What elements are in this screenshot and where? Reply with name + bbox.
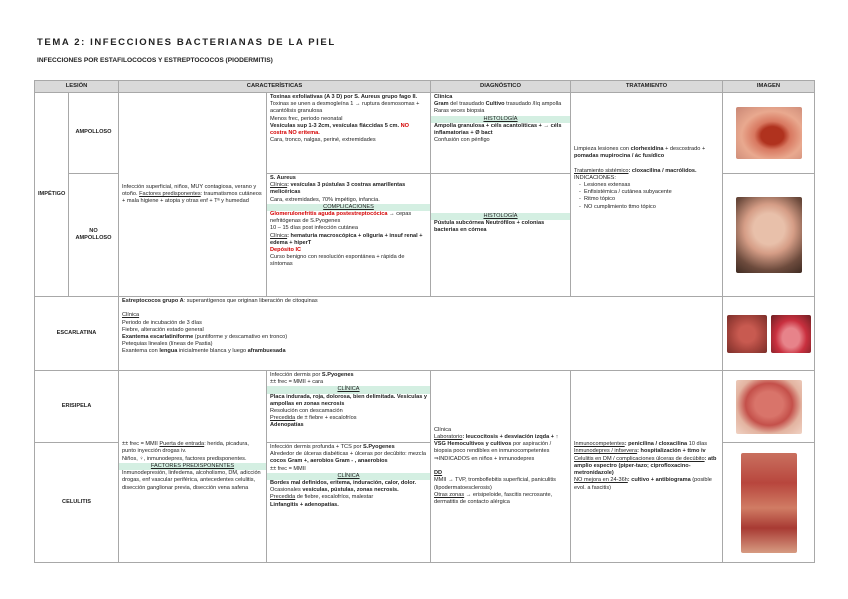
text: por aspiración / biopsia poco rendibles en inmunocompetentes — [434, 441, 552, 455]
escarlatina-rash-image — [727, 315, 767, 353]
text: Tratamiento sistémico — [574, 167, 629, 174]
text: MMII → TVP, tromboflebitis superficial, paniculitis (lipodermatoesclerosis) — [434, 477, 556, 491]
indications-list — [574, 182, 719, 211]
text: Toxinas exfoliativas (A 3 D) por S. Aureus grupo fago II. — [270, 94, 418, 100]
text: : leucocitosis + desviación izqda + ↑ VSG Hemocultivos y cultivos — [434, 434, 559, 448]
text: NO mejora en 24-36h — [574, 477, 628, 484]
clinica-band: CLÍNICA — [267, 473, 430, 480]
text: pomadas mupirocina / ác fusídico — [574, 153, 665, 160]
text: clorhexidina — [630, 146, 664, 152]
text: : herida, picadura, punto inyección drogas iv. — [122, 441, 249, 455]
text: de fiebre, escalofríos, malestar — [295, 494, 374, 501]
header-lesion: LESIÓN — [35, 81, 119, 93]
img-cell-escarlatina — [723, 297, 815, 371]
text: Ampolla granulosa + céls acantolíticas + → céls inflamatorias + Ø bact — [434, 122, 562, 137]
text: Exantema con — [122, 348, 160, 355]
text: → erisipeloide, fascitis necrosante, — [464, 491, 553, 498]
text: Precedida — [270, 494, 296, 501]
text: NO costra NO eritema. — [270, 122, 409, 137]
header-caracteristicas: CARACTERÍSTICAS — [119, 81, 431, 93]
page-title: TEMA 2: INFECCIONES BACTERIANAS DE LA PIEL — [37, 37, 336, 48]
text: de ± fiebre + escalofríos — [295, 415, 357, 422]
text: S.Pyogenes — [321, 372, 354, 378]
text: Confusión con pénfigo — [434, 137, 490, 144]
text: Curso benigno con resolución espontánea + rápida de síntomas — [270, 254, 405, 268]
text: Inmunodepres / infsevera — [574, 448, 638, 455]
text: Pústula subcórnea Neutrófilos + colonias bacterias en córnea — [434, 220, 545, 234]
text: Linfangitis + adenopatías. — [270, 501, 339, 508]
img-cell-erisipela — [723, 371, 815, 443]
text: Clínica — [270, 232, 288, 239]
text: Otras zonas — [434, 491, 465, 498]
list-item: - NO cumplimiento ttmo tópico — [584, 204, 719, 211]
factors-label: Factores predisponentes — [139, 190, 201, 197]
text: Cultivo — [485, 101, 505, 108]
text: : superantígenos que originan liberación de citoquinas — [183, 298, 318, 304]
img-cell-ampolloso — [723, 93, 815, 174]
header-row — [35, 81, 815, 93]
header-diagnostico: DIAGNÓSTICO — [431, 81, 571, 93]
impetigo-common-text: Infección superficial, niños, MUY contagiosa, verano y otoño. — [122, 183, 257, 197]
erisipela-image — [736, 380, 802, 434]
text: Clínica — [434, 94, 453, 100]
text: Estreptococos grupo A — [122, 298, 184, 304]
text: S. Aureus — [270, 175, 296, 181]
text: 10 – 15 días post infección cutánea — [270, 225, 359, 232]
clinica-band: CLÍNICA — [267, 386, 430, 393]
row-impetigo-ampolloso — [35, 93, 815, 174]
impetigo-no-ampolloso-image — [736, 197, 802, 273]
text: (puntiforme y descamativo en tronco) — [193, 334, 288, 341]
text: + descostrado + — [663, 146, 706, 152]
text: Exantema escarlatiniforme — [122, 334, 194, 341]
text: 10 días — [687, 441, 708, 448]
text: Raras veces biopsia — [434, 108, 485, 115]
text: Clínica — [122, 312, 140, 319]
text: : penicilina / cloxacilina — [624, 441, 688, 448]
text: dermatitis de contacto alérgica — [434, 498, 510, 505]
histologia-band: HISTOLOGÍA — [431, 213, 570, 220]
text: Inmunodepresión, linfedema, alcoholismo, DM, adicción drogas, enf vascular periférica, antecedentes celulitis, disección ganglionar previa, disección vena safena — [122, 470, 261, 491]
img-cell-no-ampolloso — [723, 174, 815, 297]
escarlatina-text — [119, 297, 723, 371]
text: Glomerulonefritis aguda postestreptocócica — [270, 211, 388, 218]
text: Niños, ♀, inmunodepres, factores predisponentes. — [122, 455, 247, 462]
img-cell-celulitis — [723, 443, 815, 563]
text: Resolución con descamación — [270, 408, 343, 415]
text: Infección dermis por — [270, 372, 322, 378]
label-no-ampolloso: NO AMPOLLOSO — [69, 174, 119, 297]
list-item: - Lesiones extensas — [584, 182, 719, 189]
text: Limpieza lesiones con — [574, 146, 631, 152]
text: Laboratorio — [434, 434, 463, 441]
text: : atb amplio espectro (piper-tazo; ciprofloxacino-metronidazole) — [574, 455, 717, 477]
histologia-band: HISTOLOGÍA — [431, 116, 570, 123]
text: → cepas nefritógenas de S.Pyogenes — [270, 211, 412, 225]
text: Placa indurada, roja, dolorosa, bien delimitada. Vesículas y ampollas en zonas necrosis — [270, 393, 427, 407]
text: Cara, extremidades, 70% impétigo, infancia. — [270, 196, 380, 203]
text: : hospitalización + ttmo iv — [637, 448, 706, 455]
impetigo-tx — [571, 93, 723, 297]
page-subtitle: INFECCIONES POR ESTAFILOCOCOS Y ESTREPTOCOCOS (PIODERMITIS) — [37, 57, 273, 64]
text: lengua — [159, 348, 178, 355]
label-erisipela: ERISIPELA — [35, 371, 119, 443]
text: : cultivo + antibiograma — [627, 477, 691, 484]
celulitis-caract — [267, 443, 431, 563]
text: Inmunocompetentes — [574, 441, 625, 448]
text: del trasudado — [448, 101, 486, 108]
label-impetigo: IMPÉTIGO — [35, 93, 69, 297]
text: Alrededor de úlceras diabéticas + úlceras por decúbito: mezcla — [270, 451, 426, 458]
erisipela-caract — [267, 371, 431, 443]
text: Adenopatías — [270, 422, 304, 429]
text: Clínica — [434, 426, 452, 433]
text: Puerta de entrada — [159, 441, 205, 448]
infections-table — [34, 80, 815, 563]
celulitis-image — [741, 453, 797, 553]
eris-cel-tx — [571, 371, 723, 563]
row-erisipela — [35, 371, 815, 443]
text: Depósito IC — [270, 247, 302, 254]
text: Fiebre, alteración estado general — [122, 326, 204, 333]
text: cocos Gram +, aerobios Gram - , anaerobios — [270, 458, 388, 465]
text: Precedida — [270, 415, 296, 422]
eris-cel-dx — [431, 371, 571, 563]
text: : vesículas 3 pústulas 3 costras amarillentas melicéricas — [270, 182, 406, 196]
text: Clínica — [270, 182, 288, 189]
text: Celulitis en DM / complicaciones úlceras de decúbito — [574, 455, 705, 462]
text: ±± frec = MMII — [270, 465, 306, 472]
list-item: - Ritmo tópico — [584, 196, 719, 203]
text: Gram — [434, 101, 449, 108]
text: ±± frec = MMII + cara — [270, 379, 324, 386]
text: inicialmente blanca y luego — [177, 348, 248, 355]
header-imagen: IMAGEN — [723, 81, 815, 93]
ampolloso-dx — [431, 93, 571, 174]
impetigo-ampolloso-image — [736, 107, 802, 159]
text: Menos frec, periodo neonatal — [270, 115, 343, 122]
text: Periodo de incubación de 3 días — [122, 319, 202, 326]
text: trasudado /líq ampolla — [504, 101, 562, 108]
text: ±± frec = MMII — [122, 441, 160, 448]
text: Bordes mal definidos, eritema, induración, calor, dolor. — [270, 480, 417, 487]
list-item: - Enfisistémica / cutánea subyacente — [584, 189, 719, 196]
factors-text: : traumatismos cutáneos + mala higiene + atopia y otras enf + Tª y humedad — [122, 190, 262, 205]
text: INDICACIONES: — [574, 174, 616, 181]
text: (posible evol. a fascitis) — [574, 477, 712, 491]
text: Toxinas se unen a desmogleína 1 → ruptura desmosomas + acantólisis granulosa — [270, 101, 420, 115]
text: Vesículas sup 1-3 2cm, vesículas fláccidas 5 cm. — [270, 122, 400, 129]
factores-band: FACTORES PREDISPONENTES — [119, 463, 266, 470]
no-ampolloso-caract — [267, 174, 431, 297]
label-escarlatina: ESCARLATINA — [35, 297, 119, 371]
label-celulitis: CELULITIS — [35, 443, 119, 563]
label-ampolloso: AMPOLLOSO — [69, 93, 119, 174]
ampolloso-caract — [267, 93, 431, 174]
impetigo-common — [119, 93, 267, 297]
text: : cloxacilina / macrólidos. — [628, 167, 697, 174]
eris-cel-common — [119, 371, 267, 563]
text: Ocasionales — [270, 487, 303, 494]
text: vesículas, pústulas, zonas necrosis. — [302, 487, 399, 494]
text: Infección dermis profunda + TCS por — [270, 444, 364, 450]
no-ampolloso-dx — [431, 174, 571, 297]
complicaciones-band: COMPLICACIONES — [267, 204, 430, 211]
header-tratamiento: TRATAMIENTO — [571, 81, 723, 93]
text: Cara, tronco, nalgas, periné, extremidades — [270, 137, 376, 144]
text: S.Pyogenes — [363, 444, 395, 450]
text: DD — [434, 470, 443, 477]
text: aframbuesada — [247, 348, 286, 355]
row-escarlatina — [35, 297, 815, 371]
text: ⇒INDICADOS en niños + inmunodepres — [434, 455, 535, 462]
escarlatina-tongue-image — [771, 315, 811, 353]
text: : hematuria macroscópica + oliguria + insuf renal + edema + hiperT — [270, 232, 423, 246]
text: Petequias lineales (líneas de Pastia) — [122, 341, 213, 348]
